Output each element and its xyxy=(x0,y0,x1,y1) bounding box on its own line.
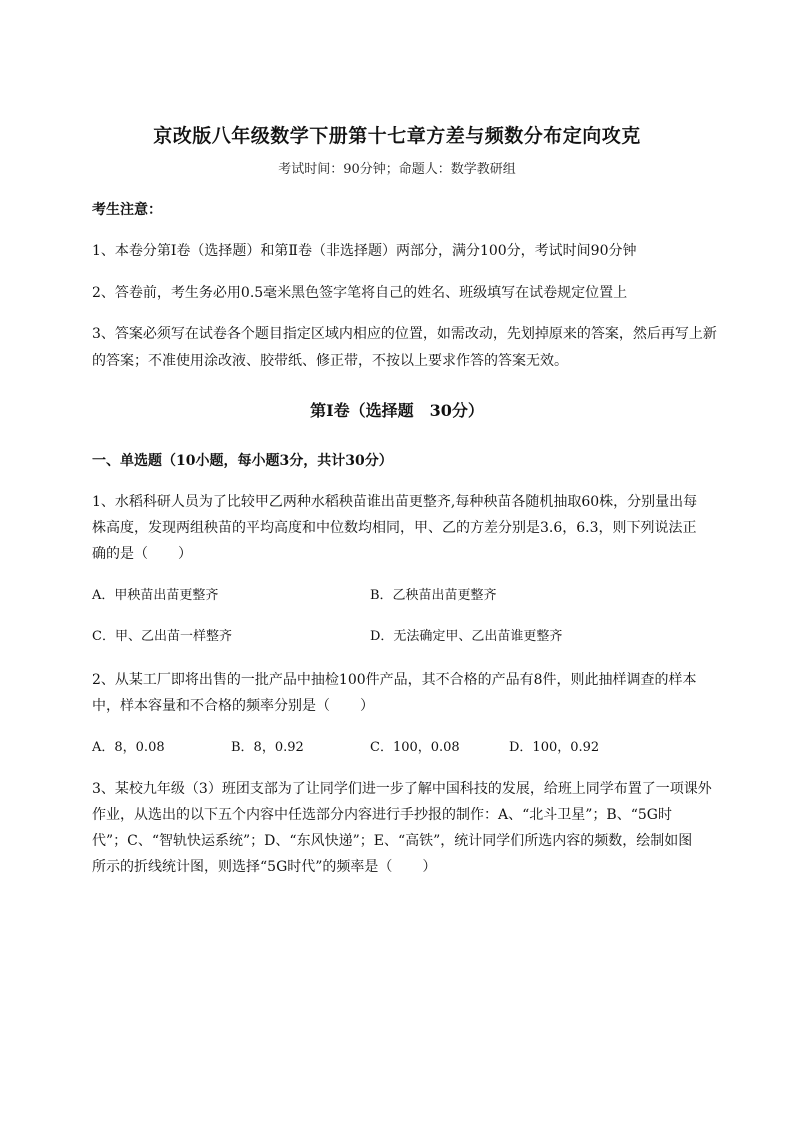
exam-title: 京改版八年级数学下册第十七章方差与频数分布定向攻克 xyxy=(153,125,641,147)
question-2-option-c: C．100，0.08 xyxy=(370,740,460,755)
question-1-option-a: A．甲秧苗出苗更整齐 xyxy=(92,588,219,603)
part-heading: 一、单选题（10小题，每小题3分，共计30分） xyxy=(92,453,393,469)
section-title: 第Ⅰ卷（选择题 30分） xyxy=(310,401,484,420)
question-3-line-3: 代”；C、“智轨快运系统”；D、“东风快递”；E、“高铁”，统计同学们所选内容的频数，绘制如图 xyxy=(92,833,693,849)
question-3-line-4: 所示的折线统计图，则选择“5G时代”的频率是（ ） xyxy=(92,859,437,875)
notice-heading: 考生注意： xyxy=(92,202,162,218)
question-1-option-c: C．甲、乙出苗一样整齐 xyxy=(92,629,232,644)
question-2-line-2: 中，样本容量和不合格的频率分别是（ ） xyxy=(92,698,374,714)
question-1-option-d: D．无法确定甲、乙出苗谁更整齐 xyxy=(370,629,563,644)
question-3-line-1: 3、某校九年级（3）班团支部为了让同学们进一步了解中国科技的发展，给班上同学布置了一项课外 xyxy=(92,781,712,797)
question-3-line-2: 作业，从选出的以下五个内容中任选部分内容进行手抄报的制作：A、“北斗卫星”；B、“5G时 xyxy=(92,807,672,823)
question-1-option-b: B．乙秧苗出苗更整齐 xyxy=(370,588,497,603)
notice-item-3: 3、答案必须写在试卷各个题目指定区域内相应的位置，如需改动，先划掉原来的答案，然后再写上新 xyxy=(92,326,717,342)
question-1-line-3: 确的是（ ） xyxy=(92,546,192,562)
question-2-line-1: 2、从某工厂即将出售的一批产品中抽检100件产品，其不合格的产品有8件，则此抽样调查的样本 xyxy=(92,672,697,688)
notice-item-2: 2、答卷前，考生务必用0.5毫米黑色签字笔将自己的姓名、班级填写在试卷规定位置上 xyxy=(92,285,628,301)
question-1-line-2: 株高度，发现两组秧苗的平均高度和中位数均相同，甲、乙的方差分别是3.6，6.3，则下列说法正 xyxy=(92,520,697,536)
notice-item-3-cont: 的答案；不准使用涂改液、胶带纸、修正带，不按以上要求作答的答案无效。 xyxy=(92,353,568,369)
question-2-option-a: A．8，0.08 xyxy=(92,740,165,755)
notice-item-1: 1、本卷分第Ⅰ卷（选择题）和第Ⅱ卷（非选择题）两部分，满分100分，考试时间90分钟 xyxy=(92,243,637,259)
question-2-option-d: D．100，0.92 xyxy=(509,740,600,755)
exam-subtitle: 考试时间：90分钟；命题人：数学教研组 xyxy=(278,162,516,177)
question-2-option-b: B．8，0.92 xyxy=(231,740,304,755)
question-1-line-1: 1、水稻科研人员为了比较甲乙两种水稻秧苗谁出苗更整齐,每种秧苗各随机抽取60株，分别量出每 xyxy=(92,494,698,510)
